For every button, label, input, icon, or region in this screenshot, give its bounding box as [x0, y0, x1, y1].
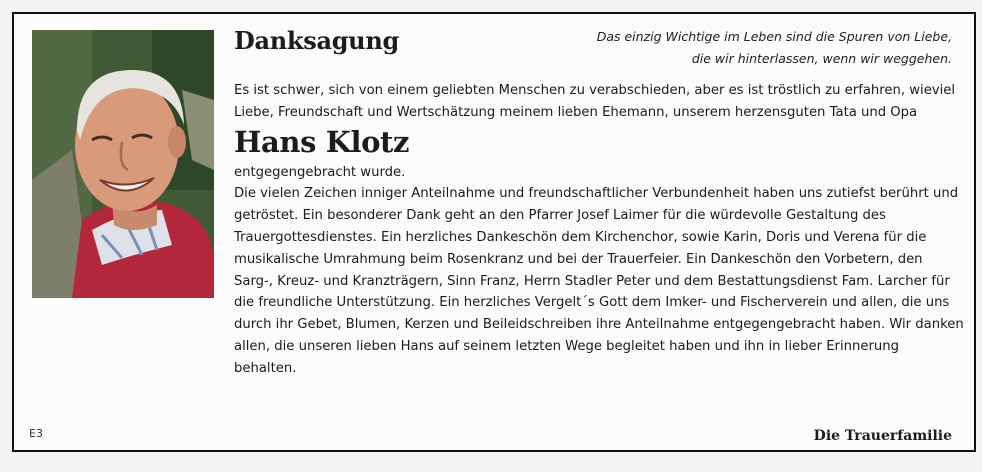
quote-line-2: die wir hinterlassen, wenn wir weggehen. — [691, 51, 952, 66]
notice-body — [234, 80, 964, 380]
notice-frame — [12, 12, 976, 452]
notice-title: Danksagung — [234, 26, 399, 55]
portrait-illustration — [32, 30, 214, 298]
thanks-paragraph: Die vielen Zeichen inniger Anteilnahme und freundschaftlicher Verbundenheit haben uns zutiefst berührt und getröstet. Ein besonderer Dank geht an den Pfarrer Josef Laimer für die würdevolle Gestaltung des Trauergottesdienstes. Ein herzliches Dankeschön dem Kirchenchor, sowie Karin, Doris und Verena für die musikalische Umrahmung beim Rosenkranz und bei der Trauerfeier. Ein Dankeschön den Vorbetern, den Sarg-, Kreuz- und Kranzträgern, Sinn Franz, Herrn Stadler Peter und dem Bestattungsdienst Fam. Larcher für die freundliche Unterstützung. Ein herzliches Vergelt´s Gott dem Imker- und Fischerverein und allen, die uns durch ihr Gebet, Blumen, Kerzen und Beileidschreiben ihre Anteilnahme entgegengebracht haben. Wir danken allen, die unseren lieben Hans auf seinem letzten Wege begleitet haben und ihn in lieber Erinnerung behalten. — [234, 186, 964, 376]
quote-line-1: Das einzig Wichtige im Leben sind die Spuren von Liebe, — [596, 29, 952, 44]
after-name-text: entgegengebracht wurde. — [234, 164, 406, 180]
epigraph-quote — [532, 26, 952, 70]
deceased-name: Hans Klotz — [234, 124, 410, 159]
intro-paragraph: Es ist schwer, sich von einem geliebten Menschen zu verabschieden, aber es ist tröstlich zu erfahren, wieviel Liebe, Freundschaft und Wertschätzung meinem lieben Ehemann, unserem herzensguten Tata und Opa — [234, 83, 956, 120]
signature: Die Trauerfamilie — [813, 428, 952, 444]
page-code: E3 — [29, 427, 43, 440]
portrait-photo — [32, 30, 214, 298]
